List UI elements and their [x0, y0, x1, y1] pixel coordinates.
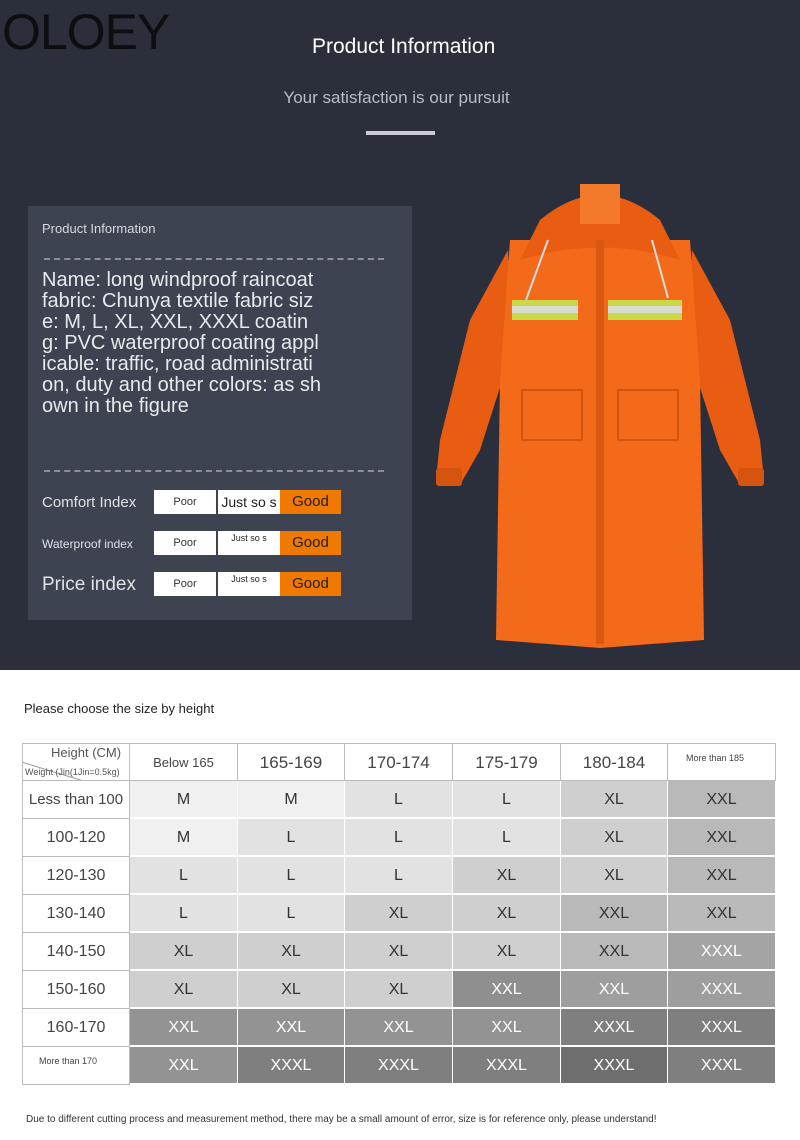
price-index-row — [28, 572, 412, 598]
size-cell: XXL — [238, 1009, 345, 1046]
size-cell: L — [130, 857, 238, 894]
weight-axis-label: Weight (Jin(1Jin=0.5kg) — [25, 767, 120, 777]
table-row — [22, 781, 776, 819]
size-cell: XXXL — [668, 933, 776, 970]
size-cell: L — [453, 781, 561, 818]
product-description: Name: long windproof raincoat fabric: Chunya textile fabric size: M, L, XL, XXL, XXXL coating: PVC waterproof coating applicable: traffic, road administration, duty and other colors: as shown in the figure — [42, 269, 322, 417]
size-cell: XXXL — [561, 1047, 668, 1084]
size-cell: XXXL — [668, 1047, 776, 1084]
size-cell: XXXL — [345, 1047, 453, 1084]
rating-poor: Poor — [154, 531, 216, 555]
panel-label: Product Information — [42, 221, 156, 236]
rating-poor: Poor — [154, 572, 216, 596]
size-cell: XXL — [453, 971, 561, 1008]
size-cell: XL — [453, 933, 561, 970]
size-cell: XXXL — [453, 1047, 561, 1084]
height-column-header: 180-184 — [561, 743, 668, 781]
size-cell: M — [130, 819, 238, 856]
dashed-divider — [44, 470, 384, 472]
weight-row-header: 160-170 — [22, 1009, 130, 1047]
brand-logo: OLOEY — [2, 4, 170, 60]
size-cell: XXL — [668, 895, 776, 932]
table-row — [22, 895, 776, 933]
size-cell: XL — [238, 933, 345, 970]
weight-row-header: 130-140 — [22, 895, 130, 933]
index-name: Waterproof index — [42, 537, 133, 551]
table-corner-cell — [22, 743, 130, 781]
weight-row-header: 140-150 — [22, 933, 130, 971]
rating-just: Just so s — [218, 531, 280, 555]
size-cell: XXL — [561, 933, 668, 970]
height-column-header: 175-179 — [453, 743, 561, 781]
rating-good: Good — [280, 531, 341, 555]
size-cell: XXL — [668, 781, 776, 818]
weight-row-header: 100-120 — [22, 819, 130, 857]
size-cell: XL — [561, 819, 668, 856]
height-column-header: Below 165 — [130, 743, 238, 781]
size-footnote: Due to different cutting process and measurement method, there may be a small amount of error, size is for reference only, please understand! — [26, 1114, 657, 1125]
comfort-index-row — [28, 490, 412, 516]
table-row — [22, 933, 776, 971]
size-cell: XL — [453, 857, 561, 894]
size-cell: XXXL — [561, 1009, 668, 1046]
size-heading: Please choose the size by height — [24, 701, 215, 716]
height-axis-label: Height (CM) — [51, 745, 122, 760]
weight-row-header: More than 170 — [22, 1047, 130, 1085]
product-info-panel — [28, 206, 412, 620]
size-cell: XXL — [668, 819, 776, 856]
size-cell: L — [130, 895, 238, 932]
size-cell: XXL — [345, 1009, 453, 1046]
size-cell: L — [238, 895, 345, 932]
size-cell: XL — [345, 933, 453, 970]
rating-good: Good — [280, 490, 341, 514]
raincoat-image — [430, 180, 770, 650]
hero-title: Product Information — [312, 35, 496, 58]
size-cell: L — [345, 781, 453, 818]
size-cell: XL — [453, 895, 561, 932]
size-cell: L — [345, 819, 453, 856]
weight-row-header: 150-160 — [22, 971, 130, 1009]
title-divider — [366, 131, 435, 135]
table-row — [22, 1047, 776, 1085]
height-column-header: More than 185 — [668, 743, 776, 781]
weight-row-header: 120-130 — [22, 857, 130, 895]
size-cell: XXL — [561, 895, 668, 932]
rating-good: Good — [280, 572, 341, 596]
size-cell: XXL — [130, 1047, 238, 1084]
size-cell: XXXL — [238, 1047, 345, 1084]
index-name: Price index — [42, 574, 136, 595]
size-cell: L — [238, 819, 345, 856]
rating-just: Just so s — [218, 490, 280, 514]
size-cell: L — [453, 819, 561, 856]
size-cell: XL — [561, 857, 668, 894]
size-cell: XXL — [561, 971, 668, 1008]
size-cell: XL — [130, 933, 238, 970]
size-cell: XXL — [668, 857, 776, 894]
size-cell: L — [238, 857, 345, 894]
size-cell: XL — [345, 971, 453, 1008]
height-column-header: 165-169 — [238, 743, 345, 781]
size-cell: M — [238, 781, 345, 818]
hero-subtitle: Your satisfaction is our pursuit — [283, 88, 510, 107]
table-header-row — [22, 743, 776, 781]
size-cell: XL — [561, 781, 668, 818]
table-row — [22, 819, 776, 857]
rating-poor: Poor — [154, 490, 216, 514]
size-cell: XXL — [130, 1009, 238, 1046]
rating-just: Just so s — [218, 572, 280, 596]
size-cell: XL — [345, 895, 453, 932]
waterproof-index-row — [28, 531, 412, 557]
size-cell: XXXL — [668, 1009, 776, 1046]
size-cell: M — [130, 781, 238, 818]
table-row — [22, 971, 776, 1009]
index-name: Comfort Index — [42, 494, 137, 511]
table-row — [22, 857, 776, 895]
height-column-header: 170-174 — [345, 743, 453, 781]
size-cell: XXXL — [668, 971, 776, 1008]
size-cell: L — [345, 857, 453, 894]
table-row — [22, 1009, 776, 1047]
size-cell: XXL — [453, 1009, 561, 1046]
size-cell: XL — [130, 971, 238, 1008]
weight-row-header: Less than 100 — [22, 781, 130, 819]
size-cell: XL — [238, 971, 345, 1008]
dashed-divider — [44, 258, 384, 260]
